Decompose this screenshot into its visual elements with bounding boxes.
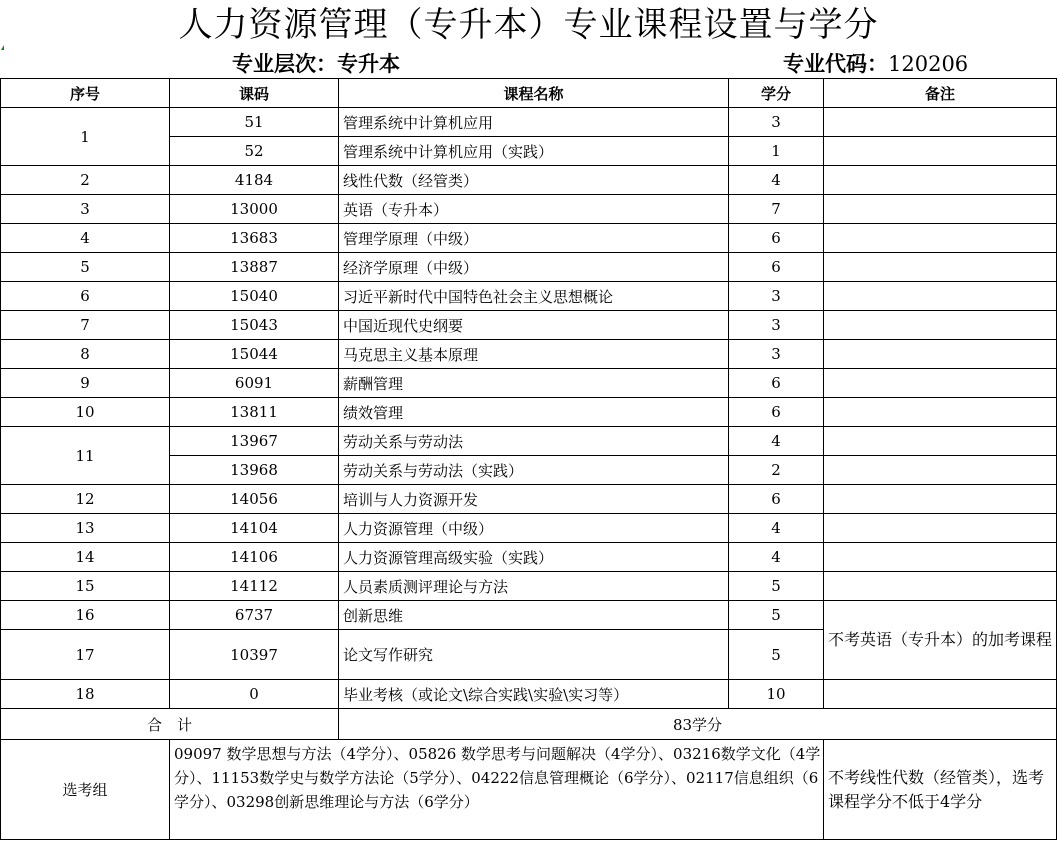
elective-label: 选考组 [1, 740, 170, 840]
table-row [1, 398, 1057, 427]
code-cell: 13811 [170, 398, 339, 427]
name-cell: 薪酬管理 [339, 369, 729, 398]
table-row [1, 572, 1057, 601]
table-row [1, 166, 1057, 195]
remark-cell [824, 166, 1057, 195]
seq-cell: 5 [1, 253, 170, 282]
code-cell: 15044 [170, 340, 339, 369]
code-cell: 13887 [170, 253, 339, 282]
remark-cell [824, 572, 1057, 601]
credit-cell: 10 [729, 680, 824, 709]
name-cell: 论文写作研究 [339, 630, 729, 680]
seq-cell: 1 [1, 108, 170, 166]
name-cell: 中国近现代史纲要 [339, 311, 729, 340]
seq-cell: 6 [1, 282, 170, 311]
credit-cell: 4 [729, 166, 824, 195]
code-cell: 15040 [170, 282, 339, 311]
seq-cell: 16 [1, 601, 170, 630]
seq-cell: 4 [1, 224, 170, 253]
seq-cell: 15 [1, 572, 170, 601]
remark-cell [824, 485, 1057, 514]
table-row [1, 680, 1057, 709]
remark-cell [824, 311, 1057, 340]
table-row [1, 253, 1057, 282]
table-row [1, 195, 1057, 224]
table-row [1, 369, 1057, 398]
remark-cell [824, 514, 1057, 543]
code-cell: 13968 [170, 456, 339, 485]
table-row [1, 108, 1057, 137]
credit-cell: 6 [729, 369, 824, 398]
name-cell: 线性代数（经管类） [339, 166, 729, 195]
name-cell: 英语（专升本） [339, 195, 729, 224]
credit-cell: 3 [729, 340, 824, 369]
program-level: 专业层次：专升本 [232, 52, 400, 76]
name-cell: 马克思主义基本原理 [339, 340, 729, 369]
seq-cell: 17 [1, 630, 170, 680]
header-name: 课程名称 [339, 79, 729, 108]
remark-cell [824, 456, 1057, 485]
header-credit: 学分 [729, 79, 824, 108]
elective-row [1, 740, 1057, 840]
code-cell: 15043 [170, 311, 339, 340]
seq-cell: 14 [1, 543, 170, 572]
name-cell: 习近平新时代中国特色社会主义思想概论 [339, 282, 729, 311]
code-cell: 13683 [170, 224, 339, 253]
name-cell: 管理学原理（中级） [339, 224, 729, 253]
remark-cell [824, 224, 1057, 253]
table-row [1, 427, 1057, 456]
code-cell: 4184 [170, 166, 339, 195]
table-row [1, 311, 1057, 340]
seq-cell: 11 [1, 427, 170, 485]
table-row [1, 224, 1057, 253]
table-row [1, 601, 1057, 630]
total-value: 83学分 [339, 709, 1057, 740]
code-cell: 14056 [170, 485, 339, 514]
name-cell: 培训与人力资源开发 [339, 485, 729, 514]
seq-cell: 18 [1, 680, 170, 709]
program-code [783, 48, 968, 78]
credit-cell: 1 [729, 137, 824, 166]
code-cell: 0 [170, 680, 339, 709]
name-cell: 劳动关系与劳动法 [339, 427, 729, 456]
credit-cell: 3 [729, 282, 824, 311]
code-cell: 10397 [170, 630, 339, 680]
credit-cell: 6 [729, 485, 824, 514]
credit-cell: 2 [729, 456, 824, 485]
remark-extra-courses: 不考英语（专升本）的加考课程 [824, 601, 1057, 680]
code-cell: 13967 [170, 427, 339, 456]
elective-courses: 09097 数学思想与方法（4学分）、05826 数学思考与问题解决（4学分）、03216数学文化（4学分）、11153数学史与数学方法论（5学分）、04222信息管理概论（6学分）、02117信息组织（6学分）、03298创新思维理论与方法（6学分） [170, 740, 824, 840]
remark-cell [824, 543, 1057, 572]
name-cell: 人力资源管理（中级） [339, 514, 729, 543]
seq-cell: 3 [1, 195, 170, 224]
seq-cell: 12 [1, 485, 170, 514]
name-cell: 人员素质测评理论与方法 [339, 572, 729, 601]
remark-cell [824, 253, 1057, 282]
credit-cell: 6 [729, 253, 824, 282]
seq-cell: 10 [1, 398, 170, 427]
code-cell: 6091 [170, 369, 339, 398]
header-seq: 序号 [1, 79, 170, 108]
credit-cell: 5 [729, 630, 824, 680]
credit-cell: 6 [729, 224, 824, 253]
cell-marker [1, 45, 4, 50]
name-cell: 管理系统中计算机应用（实践） [339, 137, 729, 166]
credit-cell: 4 [729, 427, 824, 456]
code-cell: 13000 [170, 195, 339, 224]
credit-cell: 6 [729, 398, 824, 427]
name-cell: 人力资源管理高级实验（实践） [339, 543, 729, 572]
elective-note: 不考线性代数（经管类），选考课程学分不低于4学分 [824, 740, 1057, 840]
credit-cell: 4 [729, 543, 824, 572]
credit-cell: 5 [729, 572, 824, 601]
code-cell: 14106 [170, 543, 339, 572]
name-cell: 劳动关系与劳动法（实践） [339, 456, 729, 485]
page-title: 人力资源管理（专升本）专业课程设置与学分 [178, 5, 879, 45]
table-row [1, 485, 1057, 514]
code-cell: 14112 [170, 572, 339, 601]
seq-cell: 2 [1, 166, 170, 195]
header-code: 课码 [170, 79, 339, 108]
code-cell: 14104 [170, 514, 339, 543]
seq-cell: 8 [1, 340, 170, 369]
table-row [1, 282, 1057, 311]
name-cell: 绩效管理 [339, 398, 729, 427]
credit-cell: 4 [729, 514, 824, 543]
remark-cell [824, 195, 1057, 224]
total-row [1, 709, 1057, 740]
remark-cell [824, 369, 1057, 398]
program-code-value: 120206 [888, 52, 969, 76]
credit-cell: 7 [729, 195, 824, 224]
seq-cell: 13 [1, 514, 170, 543]
remark-cell [824, 340, 1057, 369]
code-cell: 6737 [170, 601, 339, 630]
credit-cell: 5 [729, 601, 824, 630]
name-cell: 管理系统中计算机应用 [339, 108, 729, 137]
remark-cell [824, 137, 1057, 166]
remark-cell [824, 427, 1057, 456]
remark-cell [824, 398, 1057, 427]
seq-cell: 9 [1, 369, 170, 398]
code-cell: 52 [170, 137, 339, 166]
remark-cell [824, 680, 1057, 709]
name-cell: 经济学原理（中级） [339, 253, 729, 282]
course-table [0, 78, 1057, 840]
credit-cell: 3 [729, 108, 824, 137]
name-cell: 毕业考核（或论文\综合实践\实验\实习等） [339, 680, 729, 709]
code-cell: 51 [170, 108, 339, 137]
header-remark: 备注 [824, 79, 1057, 108]
table-row [1, 543, 1057, 572]
name-cell: 创新思维 [339, 601, 729, 630]
program-code-label: 专业代码： [783, 52, 888, 76]
table-row [1, 514, 1057, 543]
total-label: 合 计 [1, 709, 339, 740]
credit-cell: 3 [729, 311, 824, 340]
remark-cell [824, 108, 1057, 137]
header-row [1, 79, 1057, 108]
seq-cell: 7 [1, 311, 170, 340]
remark-cell [824, 282, 1057, 311]
table-row [1, 340, 1057, 369]
